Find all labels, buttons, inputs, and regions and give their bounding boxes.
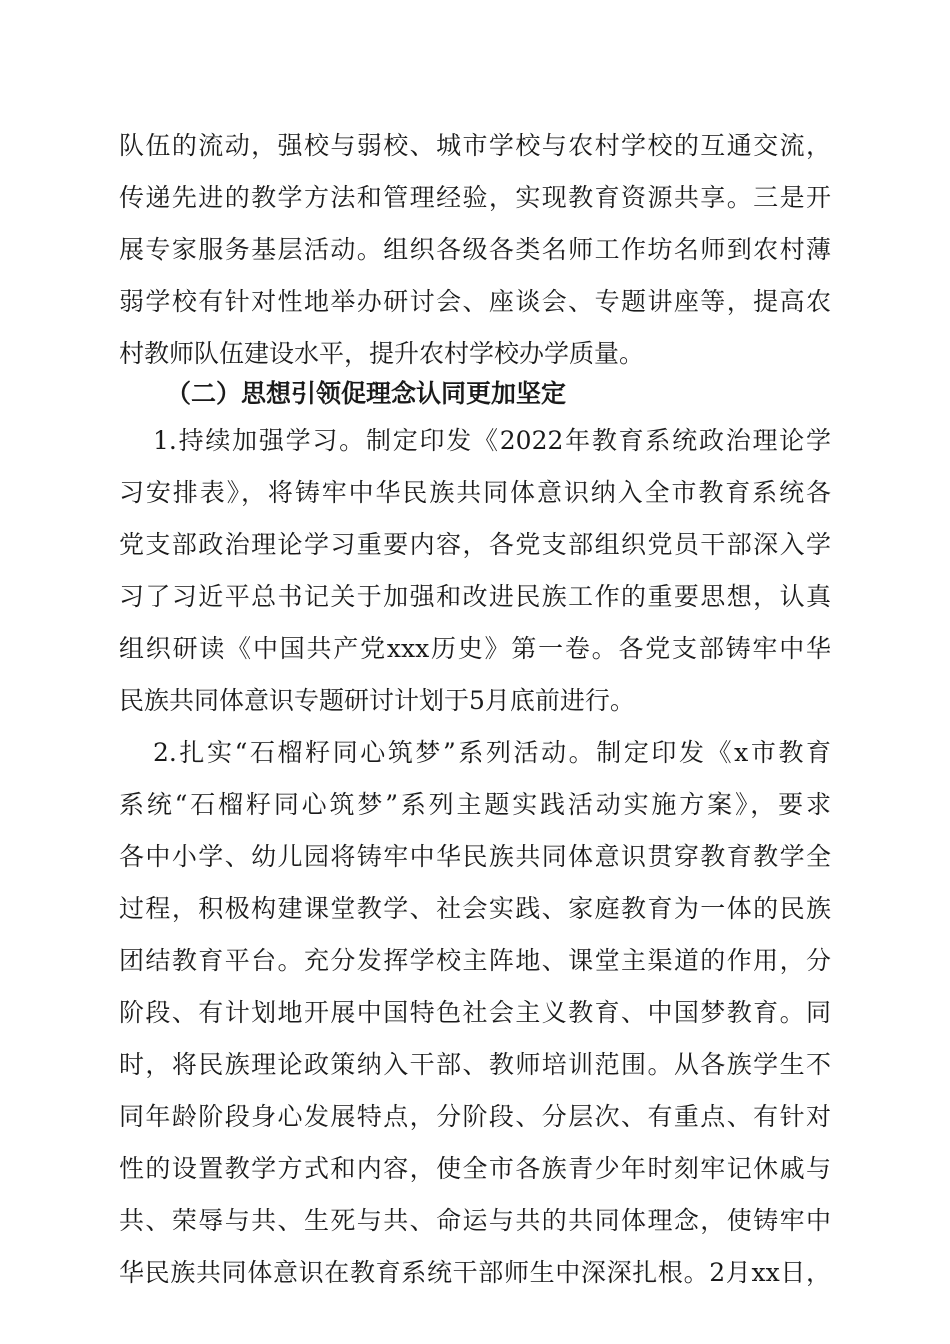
item-2-line: 共、荣辱与共、生死与共、命运与共的共同体理念，使铸牢中 <box>119 1206 831 1235</box>
paragraph-line: 队伍的流动，强校与弱校、城市学校与农村学校的互通交流， <box>119 131 831 160</box>
paragraph-line: 传递先进的教学方法和管理经验，实现教育资源共享。三是开 <box>119 183 831 212</box>
paragraph-line: 弱学校有针对性地举办研讨会、座谈会、专题讲座等，提高农 <box>119 287 831 316</box>
item-1-line: 民族共同体意识专题研讨计划于5月底前进行。 <box>119 686 635 715</box>
section-heading: （二）思想引领促理念认同更加坚定 <box>166 379 567 408</box>
paragraph-line: 展专家服务基层活动。组织各级各类名师工作坊名师到农村薄 <box>119 235 831 264</box>
item-2-line: 团结教育平台。充分发挥学校主阵地、课堂主渠道的作用，分 <box>119 946 831 975</box>
item-1-line: 1.持续加强学习。制定印发《2022年教育系统政治理论学 <box>153 426 831 455</box>
item-2-line: 同年龄阶段身心发展特点，分阶段、分层次、有重点、有针对 <box>119 1102 831 1131</box>
paragraph-line: 村教师队伍建设水平，提升农村学校办学质量。 <box>119 339 645 368</box>
item-1-line: 习了习近平总书记关于加强和改进民族工作的重要思想，认真 <box>119 582 831 611</box>
item-2-line: 性的设置教学方式和内容，使全市各族青少年时刻牢记休戚与 <box>119 1154 831 1183</box>
item-2-line: 阶段、有计划地开展中国特色社会主义教育、中国梦教育。同 <box>119 998 831 1027</box>
item-2-line: 过程，积极构建课堂教学、社会实践、家庭教育为一体的民族 <box>119 894 831 923</box>
item-2-line: 2.扎实“石榴籽同心筑梦”系列活动。制定印发《x市教育 <box>153 738 831 767</box>
item-2-line: 华民族共同体意识在教育系统干部师生中深深扎根。2月xx日， <box>119 1258 831 1287</box>
item-1-line: 组织研读《中国共产党xxx历史》第一卷。各党支部铸牢中华 <box>119 634 831 663</box>
item-1-line: 习安排表》，将铸牢中华民族共同体意识纳入全市教育系统各 <box>119 478 831 507</box>
item-2-line: 时，将民族理论政策纳入干部、教师培训范围。从各族学生不 <box>119 1050 831 1079</box>
item-2-line: 各中小学、幼儿园将铸牢中华民族共同体意识贯穿教育教学全 <box>119 842 831 871</box>
item-2-line: 系统“石榴籽同心筑梦”系列主题实践活动实施方案》，要求 <box>119 790 831 819</box>
item-1-line: 党支部政治理论学习重要内容，各党支部组织党员干部深入学 <box>119 530 831 559</box>
